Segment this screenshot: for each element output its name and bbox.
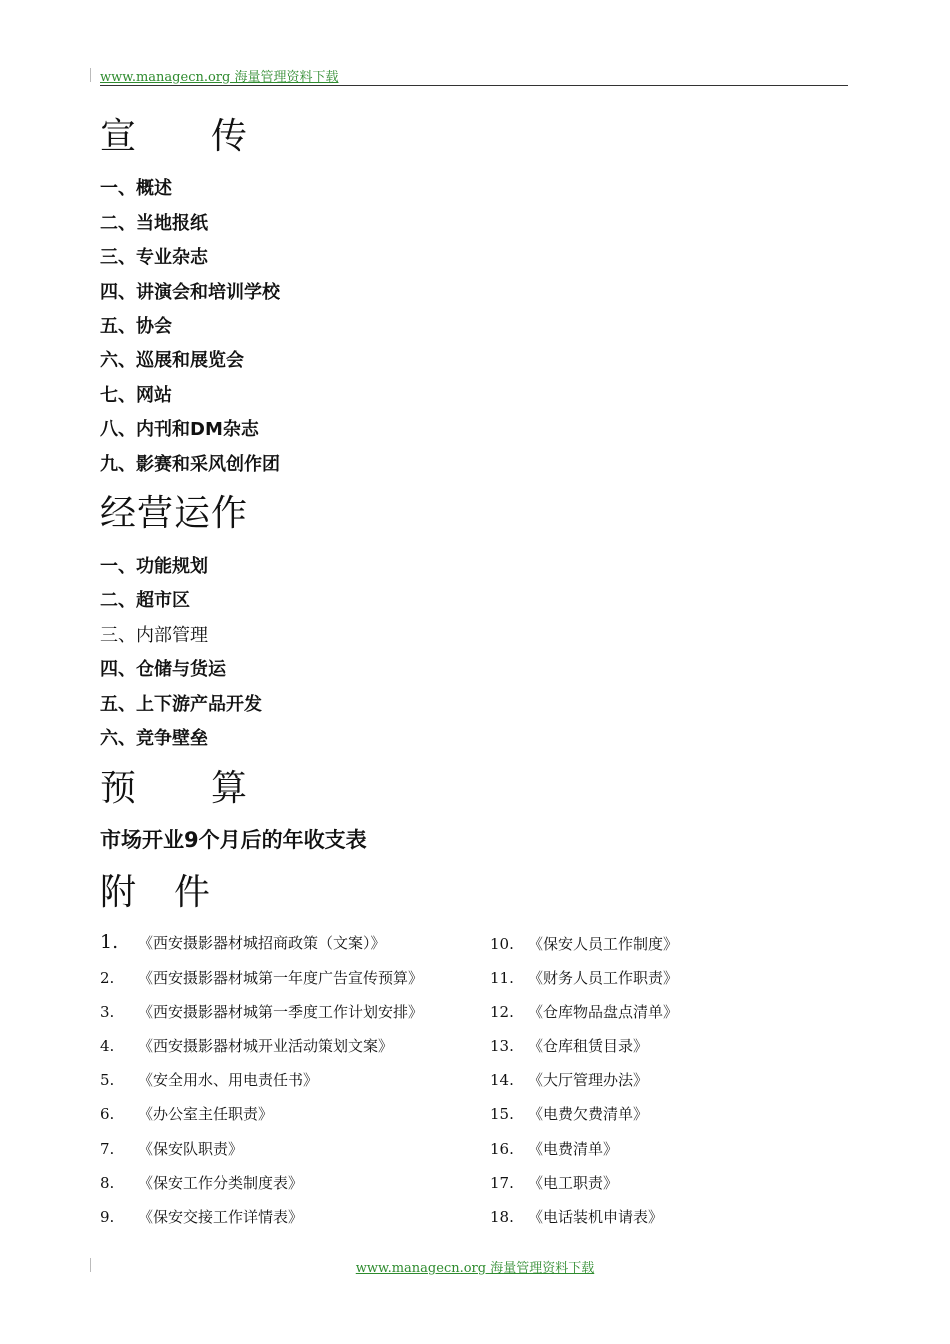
attachment-item	[490, 933, 678, 954]
attachment-number: 4.	[100, 1037, 115, 1055]
attachment-number: 12.	[490, 1003, 514, 1021]
attachment-number: 10.	[490, 935, 514, 953]
header-corner-mark	[90, 68, 91, 82]
section-title-attachments: 附 件	[100, 872, 212, 913]
list-item: 八、内刊和DM杂志	[100, 419, 259, 440]
header-link[interactable]: www.managecn.org 海量管理资料下载	[100, 70, 339, 85]
footer	[0, 1257, 950, 1276]
attachment-title: 《仓库租赁目录》	[528, 1037, 649, 1055]
list-item: 一、功能规划	[100, 556, 208, 577]
attachment-item	[490, 1103, 648, 1124]
list-item: 六、巡展和展览会	[100, 350, 244, 371]
attachment-title: 《保安工作分类制度表》	[138, 1174, 304, 1192]
attachment-number: 5.	[100, 1071, 115, 1089]
section-title-publicity: 宣 传	[100, 116, 249, 157]
attachment-title: 《保安人员工作制度》	[528, 935, 679, 953]
attachment-title: 《电工职责》	[528, 1174, 619, 1192]
attachment-title: 《电费欠费清单》	[528, 1105, 649, 1123]
attachment-item	[100, 1172, 303, 1193]
attachment-title: 《西安摄影器材城招商政策（文案）》	[138, 934, 386, 952]
attachment-item	[490, 1138, 618, 1159]
attachment-number: 9.	[100, 1208, 115, 1226]
attachment-title: 《保安队职责》	[138, 1140, 244, 1158]
list-item: 三、专业杂志	[100, 247, 208, 268]
attachment-number: 7.	[100, 1140, 115, 1158]
attachment-item	[490, 1001, 678, 1022]
attachment-item	[100, 1069, 318, 1090]
list-item: 七、网站	[100, 385, 172, 406]
header-rule	[100, 85, 848, 86]
attachment-title: 《保安交接工作详情表》	[138, 1208, 304, 1226]
footer-link[interactable]: www.managecn.org 海量管理资料下载	[355, 1261, 595, 1276]
attachment-title: 《电话装机申请表》	[528, 1208, 664, 1226]
attachment-item	[100, 1103, 273, 1124]
attachment-number: 14.	[490, 1071, 514, 1089]
list-item: 九、影赛和采风创作团	[100, 454, 280, 475]
attachment-item	[100, 967, 423, 988]
attachment-number: 8.	[100, 1174, 115, 1192]
list-item: 六、竞争壁垒	[100, 728, 208, 749]
attachment-item	[490, 967, 678, 988]
attachment-item	[100, 1001, 423, 1022]
attachment-item	[490, 1069, 648, 1090]
attachment-item	[100, 1035, 393, 1056]
attachment-item	[490, 1206, 663, 1227]
attachment-title: 《电费清单》	[528, 1140, 619, 1158]
attachment-item	[100, 931, 386, 953]
attachment-number: 11.	[490, 969, 514, 987]
list-item: 二、当地报纸	[100, 213, 208, 234]
attachment-number: 2.	[100, 969, 115, 987]
attachment-number: 13.	[490, 1037, 514, 1055]
attachment-title: 《西安摄影器材城第一季度工作计划安排》	[138, 1003, 424, 1021]
list-item: 一、概述	[100, 178, 172, 199]
attachment-number: 1.	[100, 931, 119, 953]
budget-subtitle: 市场开业9个月后的年收支表	[100, 828, 367, 852]
attachment-number: 18.	[490, 1208, 514, 1226]
attachment-title: 《大厅管理办法》	[528, 1071, 649, 1089]
attachment-number: 17.	[490, 1174, 514, 1192]
attachment-item	[100, 1206, 303, 1227]
section-title-budget: 预 算	[100, 768, 249, 809]
list-item: 四、讲演会和培训学校	[100, 282, 280, 303]
list-item: 五、上下游产品开发	[100, 694, 262, 715]
attachment-title: 《财务人员工作职责》	[528, 969, 679, 987]
list-item: 五、协会	[100, 316, 172, 337]
attachment-item	[490, 1035, 648, 1056]
list-item: 三、内部管理	[100, 625, 208, 646]
attachment-title: 《仓库物品盘点清单》	[528, 1003, 679, 1021]
attachment-number: 6.	[100, 1105, 115, 1123]
attachment-item	[490, 1172, 618, 1193]
attachment-item	[100, 1138, 243, 1159]
attachment-number: 16.	[490, 1140, 514, 1158]
attachment-number: 15.	[490, 1105, 514, 1123]
list-item: 二、超市区	[100, 590, 190, 611]
list-item: 四、仓储与货运	[100, 659, 226, 680]
attachment-title: 《西安摄影器材城开业活动策划文案》	[138, 1037, 394, 1055]
attachment-title: 《办公室主任职责》	[138, 1105, 274, 1123]
attachment-number: 3.	[100, 1003, 115, 1021]
attachment-title: 《安全用水、用电责任书》	[138, 1071, 319, 1089]
section-title-operations: 经营运作	[100, 493, 249, 534]
attachment-title: 《西安摄影器材城第一年度广告宣传预算》	[138, 969, 424, 987]
